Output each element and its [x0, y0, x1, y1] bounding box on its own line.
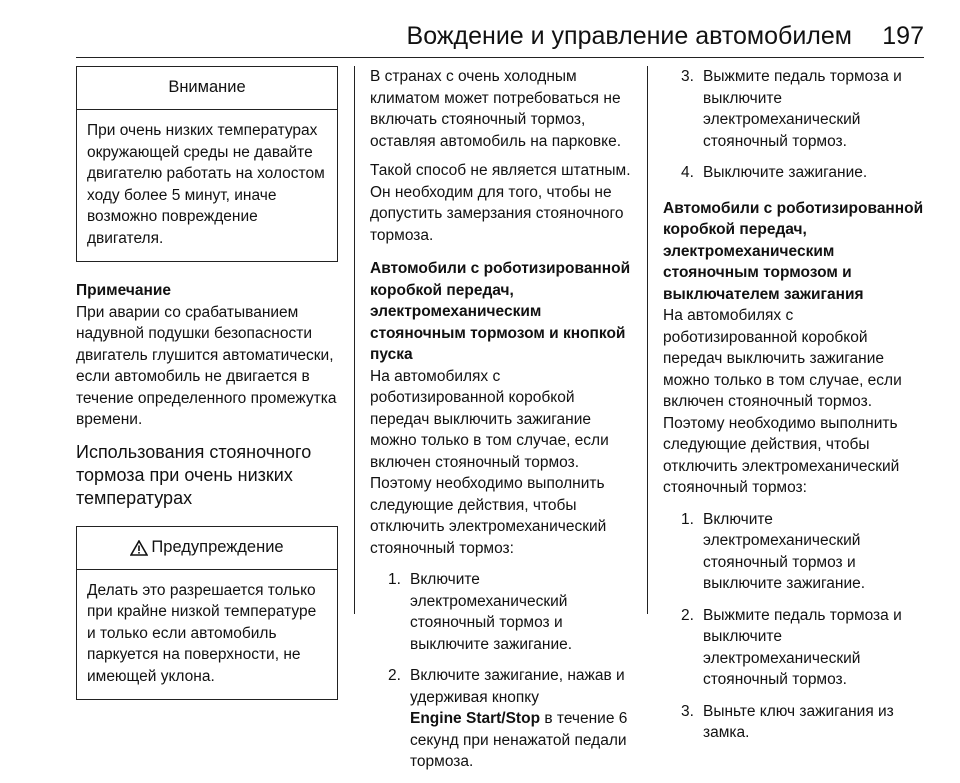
paragraph: На автомобилях с роботизированной коробкой передач выключить зажигание можно только в том случае, если включен стояночный тормоз. Поэтому необходимо выполнить следующие действия, чтобы отключить электромеханический стояночный тормоз: — [370, 367, 609, 557]
list-item: 1. Включите электромеханический стояночный тормоз и выключите зажигание. — [681, 510, 866, 592]
notice-box-text: При очень низких температурах окружающей среды не давайте двигателю работать на холостом ходу более 5 минут, иначе возможно повреждение двигателя. — [87, 122, 325, 247]
steps-list-continued — [663, 66, 925, 184]
list-item: 2. Включите зажигание, нажав и удерживая кнопку Engine Start/Stop в течение 6 секунд при ненажатой педали тормоза. — [388, 667, 628, 770]
header-divider — [76, 57, 924, 58]
warning-box-text: Делать это разрешается только при крайне низкой температуре и только если автомобиль паркуется на поверхности, не имеющей уклона. — [87, 581, 317, 685]
warning-triangle-icon — [130, 540, 148, 556]
list-item: 4. Выключите зажигание. — [681, 164, 868, 181]
paragraph: В странах с очень холодным климатом может потребоваться не включать стояночный тормоз, оставляя автомобиль на парковке. — [370, 68, 622, 150]
engine-start-stop-label: Engine Start/Stop — [410, 710, 541, 727]
column-3 — [663, 66, 925, 754]
list-item: 3. Выньте ключ зажигания из замка. — [681, 702, 894, 741]
subsection-heading: Автомобили с роботизированной коробкой передач, электромеханическим стояночным тормозом и выключателем зажигания — [663, 199, 924, 303]
column-2 — [370, 66, 632, 783]
notice-box-title: Внимание — [77, 67, 337, 110]
chapter-title: Вождение и управление автомобилем — [406, 22, 852, 50]
page-number: 197 — [882, 22, 924, 50]
note-block — [76, 280, 338, 431]
notice-box — [76, 66, 338, 262]
warning-box — [76, 526, 338, 701]
list-item: 3. Выжмите педаль тормоза и выключите электромеханический стояночный тормоз. — [681, 68, 902, 150]
subsection-heading: Автомобили с роботизированной коробкой передач, электромеханическим стояночным тормозом и кнопкой пуска — [370, 260, 631, 363]
warning-box-header — [77, 527, 337, 570]
paragraph: Такой способ не является штатным. Он необходим для того, чтобы не допустить замерзания стояночного тормоза. — [370, 162, 631, 244]
column-divider — [354, 66, 355, 614]
list-item: 2. Выжмите педаль тормоза и выключите электромеханический стояночный тормоз. — [681, 606, 902, 688]
column-1 — [76, 66, 338, 700]
note-text: При аварии со срабатыванием надувной подушки безопасности двигатель глушится автоматически, если автомобиль не двигается в течение определенного промежутка времени. — [76, 303, 337, 428]
note-label: Примечание — [76, 282, 171, 299]
section-title: Использования стояночного тормоза при очень низких температурах — [76, 441, 312, 508]
column-divider — [647, 66, 648, 614]
steps-list — [663, 509, 925, 744]
steps-list — [370, 569, 632, 773]
paragraph: На автомобилях с роботизированной коробкой передач выключить зажигание можно только в том случае, если включен стояночный тормоз. Поэтому необходимо выполнить следующие действия, чтобы отключить электромеханический стояночный тормоз: — [663, 307, 902, 496]
list-item: 1. Включите электромеханический стояночный тормоз и выключите зажигание. — [388, 571, 573, 653]
page-header — [0, 0, 960, 60]
warning-box-title: Предупреждение — [151, 537, 284, 556]
